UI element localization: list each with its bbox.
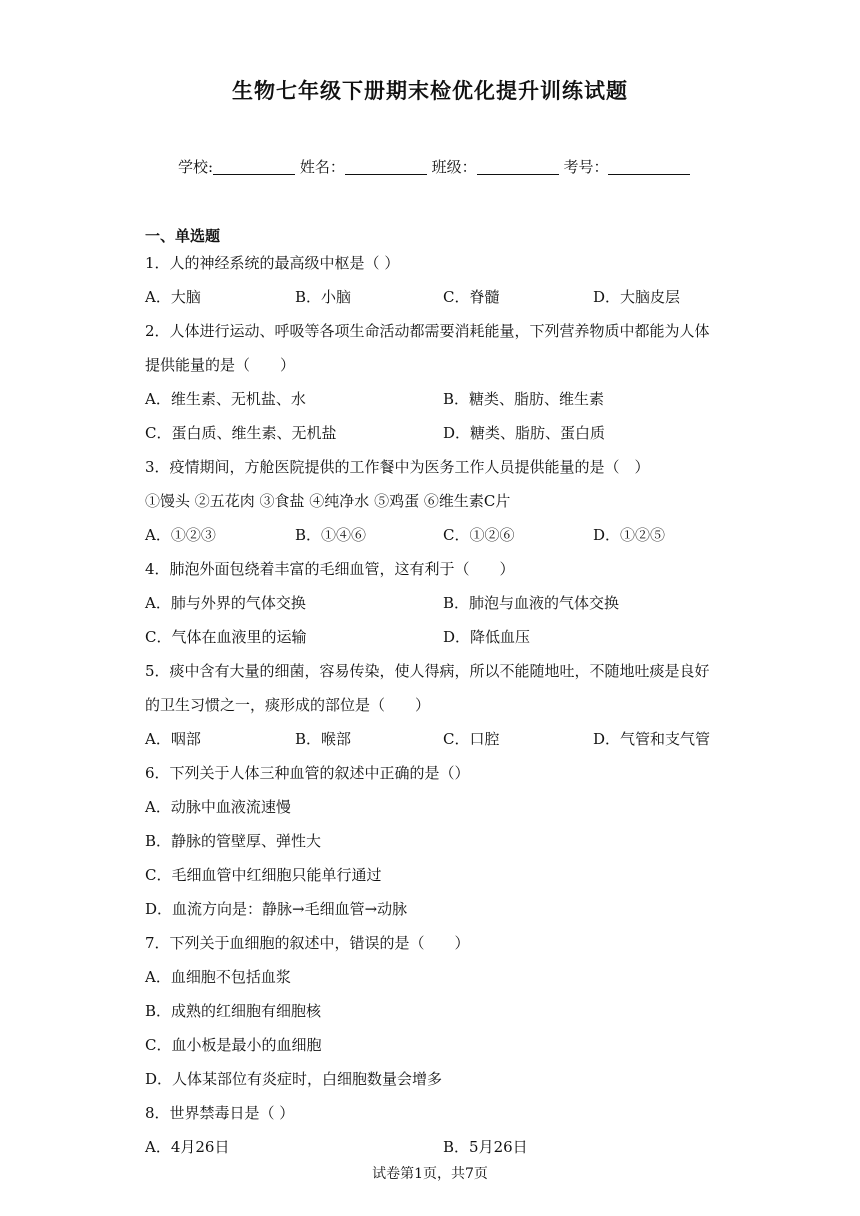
class-blank[interactable] xyxy=(477,158,559,175)
option-row xyxy=(145,892,725,926)
question-text: ①馒头 ②五花肉 ③食盐 ④纯净水 ⑤鸡蛋 ⑥维生素C片 xyxy=(145,492,511,510)
option-b[interactable]: B．①④⑥ xyxy=(295,526,367,544)
exam-number-label: 考号： xyxy=(563,158,609,176)
question-text: 提供能量的是（ ） xyxy=(145,356,296,374)
school-blank[interactable] xyxy=(213,158,295,175)
option-a[interactable]: A．大脑 xyxy=(145,288,201,306)
page-title: 生物七年级下册期末检优化提升训练试题 xyxy=(232,78,628,103)
option-row xyxy=(145,518,725,552)
option-d[interactable]: D．①②⑤ xyxy=(593,526,666,544)
option-row xyxy=(145,960,725,994)
question-text: 的卫生习惯之一，痰形成的部位是（ ） xyxy=(145,696,431,714)
question-text: 6．下列关于人体三种血管的叙述中正确的是（） xyxy=(145,764,470,782)
option-d[interactable]: D．大脑皮层 xyxy=(593,288,681,306)
question-text: 2．人体进行运动、呼吸等各项生命活动都需要消耗能量，下列营养物质中都能为人体 xyxy=(145,322,710,340)
option-d[interactable]: D．降低血压 xyxy=(443,628,531,646)
option-c[interactable]: C．脊髓 xyxy=(443,288,500,306)
exam-number-blank[interactable] xyxy=(608,158,690,175)
option-row xyxy=(145,1062,725,1096)
name-blank[interactable] xyxy=(345,158,427,175)
option-c[interactable]: C．①②⑥ xyxy=(443,526,515,544)
option-b[interactable]: B．糖类、脂肪、维生素 xyxy=(443,390,605,408)
question-text: 8．世界禁毒日是（ ） xyxy=(145,1104,295,1122)
question-text: 7．下列关于血细胞的叙述中，错误的是（ ） xyxy=(145,934,470,952)
option-row xyxy=(145,790,725,824)
option-a[interactable]: A．咽部 xyxy=(145,730,201,748)
option-d[interactable]: D．糖类、脂肪、蛋白质 xyxy=(443,424,606,442)
option-row xyxy=(145,280,725,314)
option-b[interactable]: B．静脉的管壁厚、弹性大 xyxy=(145,832,322,850)
question-3 xyxy=(145,450,725,552)
option-d[interactable]: D．人体某部位有炎症时，白细胞数量会增多 xyxy=(145,1070,443,1088)
option-a[interactable]: A．血细胞不包括血浆 xyxy=(145,968,291,986)
option-a[interactable]: A．①②③ xyxy=(145,526,216,544)
question-7 xyxy=(145,926,725,1096)
option-row xyxy=(145,620,725,654)
question-list xyxy=(145,246,725,1164)
name-label: 姓名： xyxy=(299,158,345,176)
question-text: 5．痰中含有大量的细菌，容易传染，使人得病，所以不能随地吐，不随地吐痰是良好 xyxy=(145,662,710,680)
option-a[interactable]: A．动脉中血液流速慢 xyxy=(145,798,291,816)
option-row xyxy=(145,1130,725,1164)
option-row xyxy=(145,382,725,416)
question-1 xyxy=(145,246,725,314)
question-text: 1．人的神经系统的最高级中枢是（ ） xyxy=(145,254,400,272)
option-a[interactable]: A．4月26日 xyxy=(145,1138,230,1156)
option-row xyxy=(145,722,725,756)
option-b[interactable]: B．肺泡与血液的气体交换 xyxy=(443,594,620,612)
question-text: 3．疫情期间，方舱医院提供的工作餐中为医务工作人员提供能量的是（ ） xyxy=(145,458,650,476)
option-a[interactable]: A．维生素、无机盐、水 xyxy=(145,390,306,408)
option-row xyxy=(145,416,725,450)
option-b[interactable]: B．喉部 xyxy=(295,730,352,748)
option-d[interactable]: D．血流方向是：静脉→毛细血管→动脉 xyxy=(145,900,408,918)
question-8 xyxy=(145,1096,725,1164)
option-c[interactable]: C．口腔 xyxy=(443,730,500,748)
question-6 xyxy=(145,756,725,926)
school-label: 学校: xyxy=(178,158,214,176)
option-row xyxy=(145,586,725,620)
class-label: 班级： xyxy=(431,158,477,176)
question-text: 4．肺泡外面包绕着丰富的毛细血管，这有利于（ ） xyxy=(145,560,515,578)
section-heading: 一、单选题 xyxy=(145,227,221,245)
question-5 xyxy=(145,654,725,756)
question-4 xyxy=(145,552,725,654)
option-c[interactable]: C．毛细血管中红细胞只能单行通过 xyxy=(145,866,382,884)
option-a[interactable]: A．肺与外界的气体交换 xyxy=(145,594,306,612)
option-row xyxy=(145,994,725,1028)
option-b[interactable]: B．5月26日 xyxy=(443,1138,528,1156)
page-footer: 试卷第1页，共7页 xyxy=(372,1166,488,1182)
student-info-line xyxy=(178,156,690,177)
option-d[interactable]: D．气管和支气管 xyxy=(593,730,711,748)
option-b[interactable]: B．小脑 xyxy=(295,288,352,306)
question-2 xyxy=(145,314,725,450)
option-row xyxy=(145,858,725,892)
option-c[interactable]: C．蛋白质、维生素、无机盐 xyxy=(145,424,337,442)
option-c[interactable]: C．气体在血液里的运输 xyxy=(145,628,307,646)
option-row xyxy=(145,1028,725,1062)
option-c[interactable]: C．血小板是最小的血细胞 xyxy=(145,1036,322,1054)
option-row xyxy=(145,824,725,858)
option-b[interactable]: B．成熟的红细胞有细胞核 xyxy=(145,1002,322,1020)
